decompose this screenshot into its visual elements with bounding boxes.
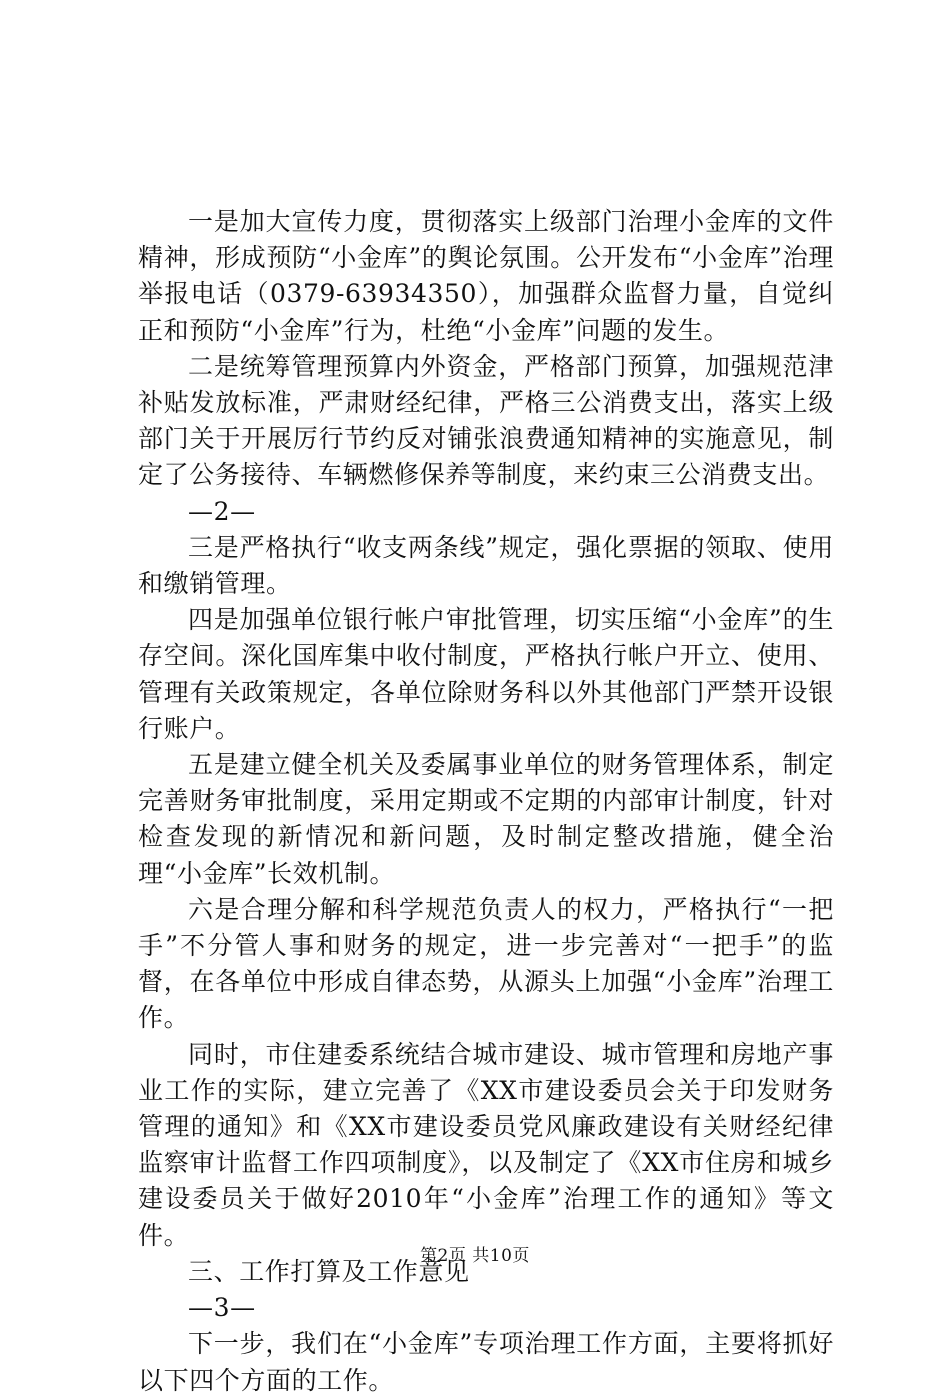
paragraph-7: 同时，市住建委系统结合城市建设、城市管理和房地产事业工作的实际，建立完善了《XX市建设委员会关于印发财务管理的通知》和《XX市建设委员党风廉政建设有关财经纪律监察审计监督工作四项制度》，以及制定了《XX市住房和城乡建设委员关于做好2010年“小金库”治理工作的通知》等文件。 [138, 1039, 834, 1250]
section-heading: 三、工作打算及工作意见 [188, 1256, 470, 1286]
paragraph-6: 六是合理分解和科学规范负责人的权力，严格执行“一把手”不分管人事和财务的规定，进一步完善对“一把手”的监督，在各单位中形成自律态势，从源头上加强“小金库”治理工作。 [138, 894, 834, 1033]
paragraph-5: 五是建立健全机关及委属事业单位的财务管理体系，制定完善财务审批制度，采用定期或不定期的内部审计制度，针对检查发现的新情况和新问题，及时制定整改措施，健全治理“小金库”长效机制。 [138, 750, 834, 888]
paragraph-3: 三是严格执行“收支两条线”规定，强化票据的领取、使用和缴销管理。 [138, 532, 834, 599]
paragraph-2: 二是统筹管理预算内外资金，严格部门预算，加强规范津补贴发放标准，严肃财经纪律，严格三公消费支出，落实上级部门关于开展厉行节约反对铺张浪费通知精神的实施意见，制定了公务接待、车辆燃修保养等制度，来约束三公消费支出。 [138, 351, 834, 490]
page-marker-2: —2— [188, 496, 256, 526]
paragraph-1: 一是加大宣传力度，贯彻落实上级部门治理小金库的文件精神，形成预防“小金库”的舆论氛围。公开发布“小金库”治理举报电话（0379-63934350），加强群众监督力量，自觉纠正和预防“小金库”行为，杜绝“小金库”问题的发生。 [138, 207, 834, 345]
document-body [138, 204, 834, 1399]
page-footer: 第2页 共10页 [420, 1246, 530, 1266]
paragraph-4: 四是加强单位银行帐户审批管理，切实压缩“小金库”的生存空间。深化国库集中收付制度，严格执行帐户开立、使用、管理有关政策规定，各单位除财务科以外其他部门严禁开设银行账户。 [138, 605, 834, 743]
paragraph-8: 下一步，我们在“小金库”专项治理工作方面，主要将抓好以下四个方面的工作。 [138, 1329, 834, 1395]
page-marker-3: —3— [188, 1293, 256, 1323]
